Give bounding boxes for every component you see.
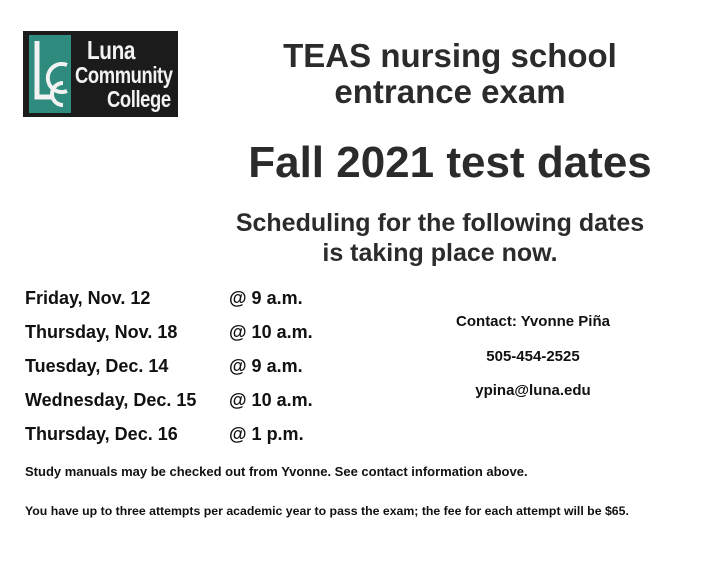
scheduling-line-2: is taking place now. [322,239,558,267]
date-day: Friday, Nov. 12 [25,288,151,308]
title-line-1: TEAS nursing school [283,37,617,74]
date-time: @ 10 a.m. [229,390,313,410]
date-row [25,387,345,421]
test-dates-list [25,285,345,455]
page-subtitle: Fall 2021 test dates [248,138,652,187]
logo-text-college: College [107,86,171,112]
study-manual-note: Study manuals may be checked out from Yvonne. See contact information above. [25,464,528,479]
contact-phone: 505-454-2525 [486,348,580,365]
logo-text-luna: Luna [87,35,136,65]
date-time: @ 9 a.m. [229,356,303,376]
date-time: @ 1 p.m. [229,424,304,444]
date-time: @ 10 a.m. [229,322,313,342]
attempts-note: You have up to three attempts per academic year to pass the exam; the fee for each attempt will be $65. [25,504,629,518]
date-row [25,421,345,455]
logo-text-community: Community [75,62,173,88]
date-day: Tuesday, Dec. 14 [25,356,169,376]
title-line-2: entrance exam [334,73,566,110]
date-row [25,353,345,387]
contact-name: Contact: Yvonne Piña [456,313,610,330]
date-day: Wednesday, Dec. 15 [25,390,197,410]
contact-email: ypina@luna.edu [475,382,591,399]
date-row [25,285,345,319]
date-row [25,319,345,353]
luna-community-college-logo [23,31,178,117]
scheduling-line-1: Scheduling for the following dates [235,209,645,237]
date-day: Thursday, Dec. 16 [25,424,178,444]
date-time: @ 9 a.m. [229,288,303,308]
date-day: Thursday, Nov. 18 [25,322,178,342]
